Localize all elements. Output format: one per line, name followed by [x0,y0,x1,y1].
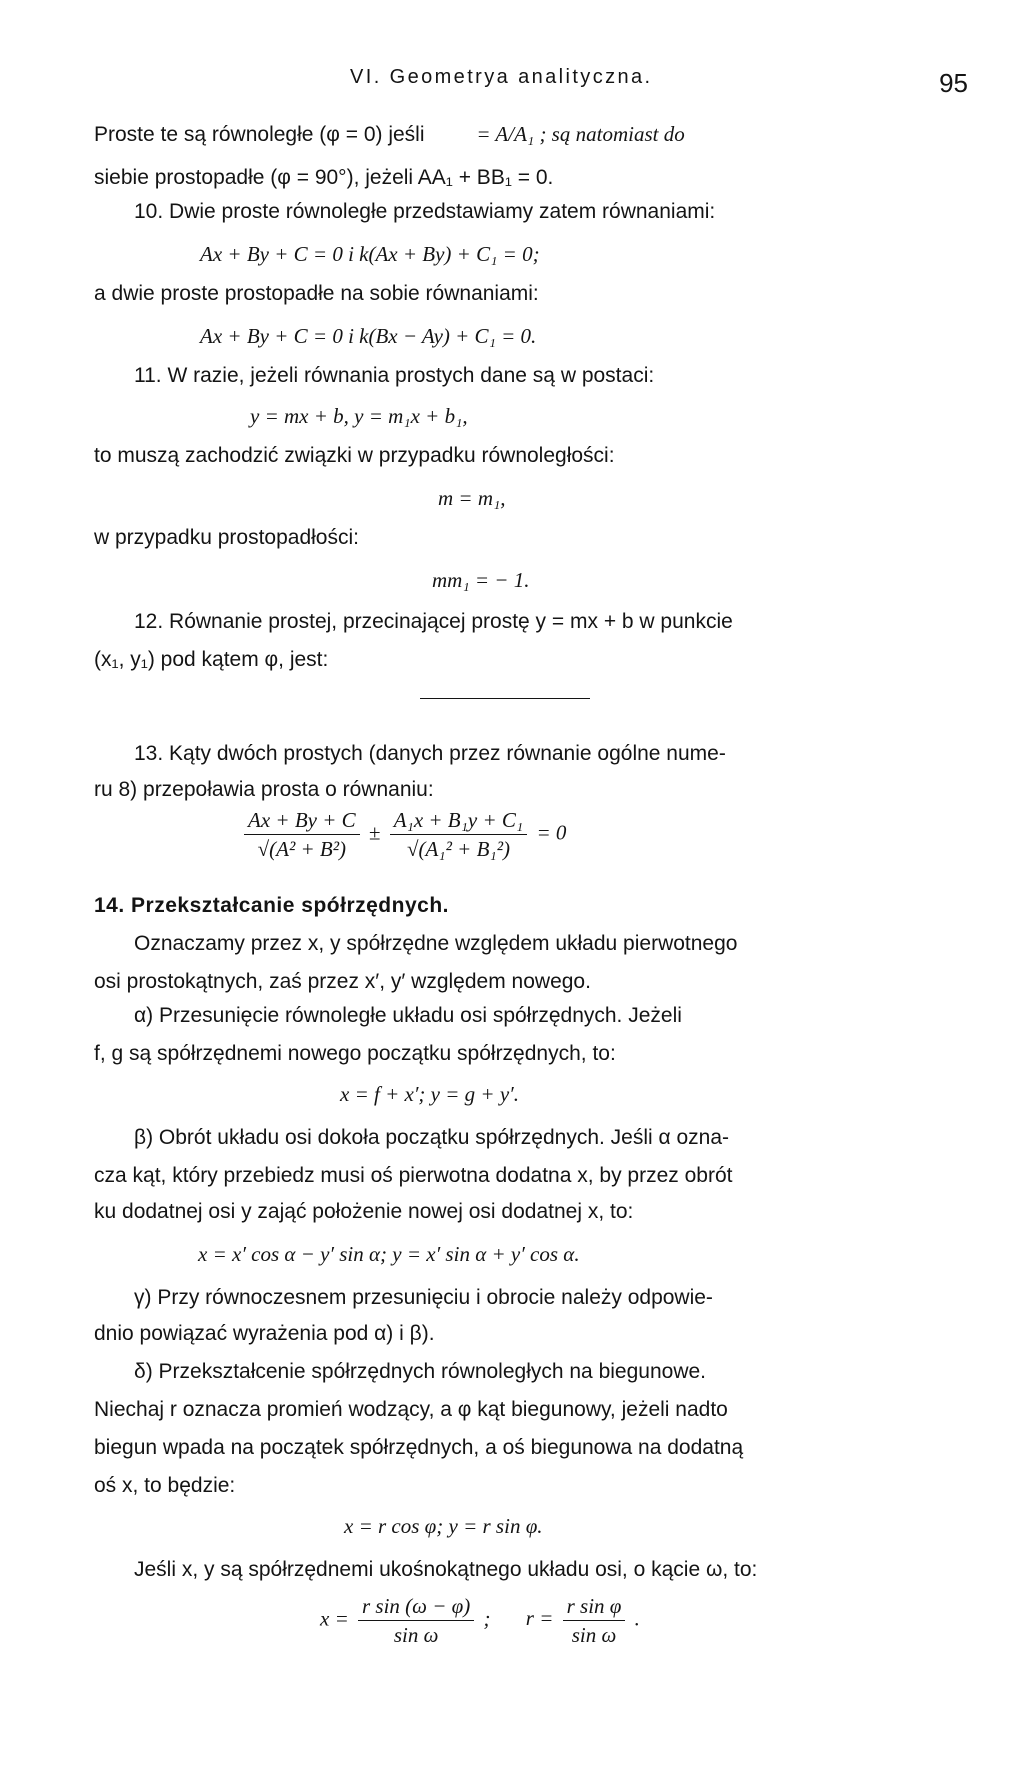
fraction [244,806,360,863]
equals-zero: = 0 [536,820,567,845]
denominator: sin ω [571,1623,617,1647]
bisector-formula [240,806,566,863]
denominator: sin ω [393,1623,439,1647]
lhs-r: r = [525,1606,554,1631]
denominator: √(A₁² + B₁²) [406,837,510,861]
section-14-heading: 14. Przekształcanie spółrzędnych. [94,894,449,917]
formula-line: m = m₁, [438,486,506,510]
separator: ; [483,1606,491,1631]
formula-rule [420,698,590,699]
section-10-heading: 10. Dwie proste równoległe przedstawiamy zatem równaniami: [134,200,716,223]
plus-minus: ± [368,820,381,845]
numerator: Ax + By + C [244,806,360,835]
fraction [358,1592,474,1649]
lhs-x: x = [320,1606,349,1631]
fraction [563,1592,626,1649]
section-12-heading: 12. Równanie prostej, przecinającej prostę y = mx + b w punkcie [134,610,733,633]
page-header [0,66,1024,106]
numerator: r sin (ω − φ) [358,1592,474,1621]
section-11-heading: 11. W razie, jeżeli równania prostych dane są w postaci: [134,364,655,387]
running-title: VI. Geometrya analityczna. [350,66,653,88]
fraction [390,806,528,863]
formula-line: Ax + By + C = 0 i k(Bx − Ay) + C₁ = 0. [200,324,537,348]
formula-line: x = r cos φ; y = r sin φ. [344,1514,543,1538]
period: . [634,1606,640,1631]
oblique-formula [320,1592,640,1649]
text-line: to muszą zachodzić związki w przypadku równoległości: [94,444,615,467]
text-line: ru 8) przepoławia prosta o równaniu: [94,778,434,801]
formula-line: x = x′ cos α − y′ sin α; y = x′ sin α + y′ cos α. [198,1242,580,1266]
text-line: osi prostokątnych, zaś przez x′, y′ względem nowego. [94,970,591,993]
text-line: (x₁, y₁) pod kątem φ, jest: [94,648,329,671]
subsection-gamma: γ) Przy równoczesnem przesunięciu i obrocie należy odpowie- [134,1286,713,1309]
subsection-delta: δ) Przekształcenie spółrzędnych równoległych na biegunowe. [134,1360,706,1383]
text-line: dnio powiązać wyrażenia pod α) i β). [94,1322,435,1345]
text-line: Niechaj r oznacza promień wodzący, a φ kąt biegunowy, jeżeli nadto [94,1398,728,1421]
subsection-alpha: α) Przesunięcie równoległe układu osi spółrzędnych. Jeżeli [134,1004,682,1027]
text-line: siebie prostopadłe (φ = 90°), jeżeli AA₁ + BB₁ = 0. [94,166,554,189]
formula-line: mm₁ = − 1. [432,568,530,592]
text-line: ku dodatnej osi y zająć położenie nowej osi dodatnej x, to: [94,1200,634,1223]
formula-line: y = mx + b, y = m₁x + b₁, [250,404,468,428]
formula-fragment: = A/A₁ ; są natomiast do [476,122,685,146]
text-fragment: Proste te są równoległe (φ = 0) jeśli [94,123,425,146]
text-line: Oznaczamy przez x, y spółrzędne względem układu pierwotnego [134,932,738,955]
text-line: cza kąt, który przebiedz musi oś pierwotna dodatna x, by przez obrót [94,1164,733,1187]
section-13-heading: 13. Kąty dwóch prostych (danych przez równanie ogólne nume- [134,742,726,765]
text-line: w przypadku prostopadłości: [94,526,359,549]
denominator: √(A² + B²) [257,837,347,861]
subsection-beta: β) Obrót układu osi dokoła początku spółrzędnych. Jeśli α ozna- [134,1126,730,1149]
numerator: r sin φ [563,1592,626,1621]
page-number: 95 [939,68,968,98]
text-line: a dwie proste prostopadłe na sobie równaniami: [94,282,539,305]
formula-line: x = f + x′; y = g + y′. [340,1082,519,1106]
text-line [94,120,685,149]
formula-line: Ax + By + C = 0 i k(Ax + By) + C₁ = 0; [200,242,540,266]
text-line: oś x, to będzie: [94,1474,236,1497]
text-line: biegun wpada na początek spółrzędnych, a oś biegunowa na dodatną [94,1436,744,1459]
text-line: f, g są spółrzędnemi nowego początku spółrzędnych, to: [94,1042,616,1065]
text-line: Jeśli x, y są spółrzędnemi ukośnokątnego układu osi, o kącie ω, to: [134,1558,758,1581]
numerator: A₁x + B₁y + C₁ [390,806,528,835]
